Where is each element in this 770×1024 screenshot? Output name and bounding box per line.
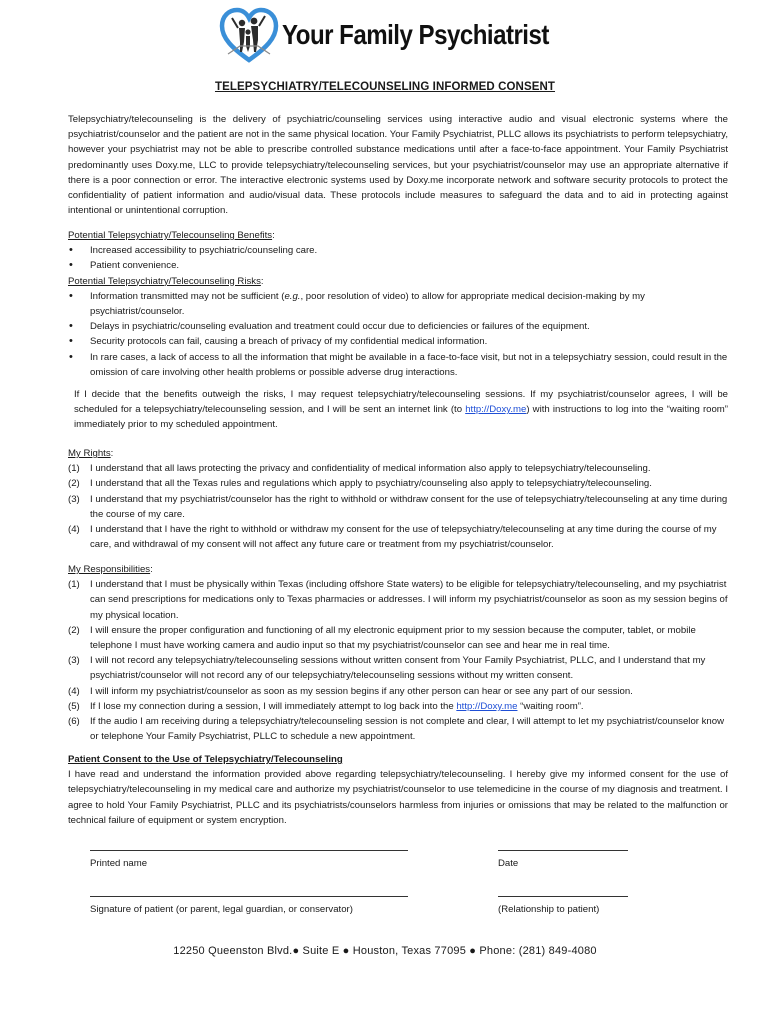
list-item: (4) I understand that I have the right to withhold or withdraw my consent for the use of telepsychiatry/telecounseling at any time during the course of my care, and withdrawal of my consent will not affect any future care or treatment from my psychiatrist/counselor. [68, 524, 717, 551]
list-item: (2) I will ensure the proper configuration and functioning of all my electronic equipment prior to my session because the computer, tablet, or mobile telephone I must have working camera and audio input so that my psychiatrist/counselor can see and hear me in real time. [68, 624, 696, 652]
header-logo [218, 6, 592, 64]
list-item: • Security protocols can fail, causing a breach of privacy of my confidential medical information. [68, 334, 728, 349]
decision-section [74, 387, 728, 433]
brand-name: Your Family Psychiatrist [282, 19, 549, 51]
consent-heading: Patient Consent to the Use of Telepsychiatry/Telecounseling [68, 754, 343, 765]
date-label: Date [498, 858, 519, 869]
list-item: • Patient convenience. [68, 258, 728, 273]
list-item: (1) I understand that I must be physically within Texas (including offshore State waters) to be eligible for telepsychiatry/telecounseling, and my psychiatrist can send prescriptions for medications only to Texas pharmacies or addresses. I will inform my psychiatrist/counselor as soon as my session begins of my physical location. [68, 579, 728, 621]
intro-paragraph: Telepsychiatry/telecounseling is the delivery of psychiatric/counseling services using interactive audio and visual electronic systems where the psychiatrist/counselor and the patient are not in the same physical location. Your Family Psychiatrist, PLLC allows its psychiatrists to perform telepsychiatry, however your psychiatrist may not be able to prescribe controlled substance medications until after a face-to-face appointment. Your Family Psychiatrist predominantly uses Doxy.me, LLC to provide telepsychiatry/telecounseling services, but your psychiatrist/counselor may use an appropriate alternative if there is a poor connection or error. The interactive electronic systems used by Doxy.me incorporate network and software security protocols to protect the confidentiality of patient information and audio/visual data. These protocols include measures to safeguard the data and to aid in protecting against intentional or unintentional corruption. [68, 114, 728, 217]
rights-section: My Rights: (1) I understand that all laws protecting the privacy and confidentiality of medical information also apply to telepsychiatry/telecounseling. (2) I understand that all the Texas rules and regulations which apply to psychiatry/counseling also apply to telepsychiatry/telecounseling. (3) I understand that my psychiatrist/counselor has the right to withhold or withdraw consent for the use of telepsychiatry/telecounseling at any time during the course of my care. (4) I understand that I have the right to withhold or withdraw my consent for the use of telepsychiatry/telecounseling at any time during the course of my care, and withdrawal of my consent will not affect any future care or treatment from my psychiatrist/counselor. [68, 446, 728, 552]
rights-heading: My Rights [68, 448, 111, 459]
intro-section [68, 112, 728, 218]
list-item: (6) If the audio I am receiving during a telepsychiatry/telecounseling session is not complete and clear, I will attempt to let my psychiatrist/counselor know or telephone Your Family Psychiatrist, PLLC to schedule a new appointment. [68, 716, 725, 743]
printed-name-label: Printed name [90, 858, 148, 869]
list-item: (2) I understand that all the Texas rules and regulations which apply to psychiatry/counseling also apply to telepsychiatry/telecounseling. [68, 478, 652, 490]
risks-list [68, 289, 728, 380]
relationship-line[interactable] [498, 896, 628, 897]
consent-section [68, 752, 728, 828]
list-item: • Delays in psychiatric/counseling evaluation and treatment could occur due to deficiencies or failures of the equipment. [68, 319, 728, 334]
doxy-link[interactable]: http://Doxy.me [456, 700, 518, 712]
list-item: (4) I will inform my psychiatrist/counselor as soon as my session begins if any other person can hear or see any part of our session. [68, 685, 633, 697]
list-item: • Information transmitted may not be sufficient (e.g., poor resolution of video) to allow for appropriate medical decision-making by my psychiatrist/counselor. [68, 289, 728, 319]
benefits-section: Potential Telepsychiatry/Telecounseling Benefits: • Increased accessibility to psychiatric/counseling care. • Patient convenience. Potential Telepsychiatry/Telecounseling Risks: • Information transmitted may not be sufficient (e.g., poor resolution of video) to allow for appropriate medical decision-making by my psychiatrist/counselor. • Delays in psychiatric/counseling evaluation and treatment could occur due to deficiencies or failures of the equipment. • Security protocols can fail, causing a breach of privacy of my confidential medical information. • In rare cases, a lack of access to all the information that might be available in a face-to-face visit, but not in a telepsychiatry session, could result in the omission of care involving other health problems or possible adverse drug interactions. [68, 228, 728, 380]
document-title: TELEPSYCHIATRY/TELECOUNSELING INFORMED CONSENT [214, 81, 556, 93]
list-item: (3) I will not record any telepsychiatry/telecounseling sessions without written consent from Your Family Psychiatrist, PLLC, and I understand that my psychiatrist/counselor will not record any of our telepsychiatry/telecounseling sessions without my written consent. [68, 655, 706, 682]
signature-line[interactable] [90, 896, 408, 897]
list-item: (1) I understand that all laws protecting the privacy and confidentiality of medical information also apply to telepsychiatry/telecounseling. [68, 463, 651, 475]
relationship-label: (Relationship to patient) [498, 904, 600, 915]
printed-name-line[interactable] [90, 850, 408, 851]
list-item: (5) If I lose my connection during a session, I will immediately attempt to log back into the http://Doxy.me “waiting room”. [68, 700, 584, 712]
benefits-heading: Potential Telepsychiatry/Telecounseling Benefits [68, 230, 273, 241]
footer-address: 12250 Queenston Blvd.● Suite E ● Houston, Texas 77095 ● Phone: (281) 849-4080 [173, 945, 597, 957]
list-item: • Increased accessibility to psychiatric/counseling care. [68, 243, 728, 258]
consent-paragraph: I have read and understand the information provided above regarding telepsychiatry/telecounseling. I hereby give my informed consent for the use of telepsychiatry/telecounseling in my medical care and authorize my psychiatrist/counselor to use telemedicine in the course of my diagnosis and treatment. I agree to hold Your Family Psychiatrist, PLLC and its psychiatrists/counselors harmless from injuries or omissions that may be related to the malfunction or technical failure of equipment or system encryption. [68, 769, 728, 826]
date-line[interactable] [498, 850, 628, 851]
list-item: • In rare cases, a lack of access to all the information that might be available in a face-to-face visit, but not in a telepsychiatry session, could result in the omission of care involving other health problems or possible adverse drug interactions. [68, 350, 728, 380]
responsibilities-section: My Responsibilities: (1) I understand that I must be physically within Texas (including offshore State waters) to be eligible for telepsychiatry/telecounseling, and my psychiatrist can send prescriptions for medications only to Texas pharmacies or addresses. I will inform my psychiatrist/counselor as soon as my session begins of my physical location. (2) I will ensure the proper configuration and functioning of all my electronic equipment prior to my session because the computer, tablet, or mobile telephone I must have working camera and audio input so that my psychiatrist/counselor can see and hear me in real time. (3) I will not record any telepsychiatry/telecounseling sessions without written consent from Your Family Psychiatrist, PLLC, and I understand that my psychiatrist/counselor will not record any of our telepsychiatry/telecounseling sessions without my written consent. (4) I will inform my psychiatrist/counselor as soon as my session begins if any other person can hear or see any part of our session. (5) If I lose my connection during a session, I will immediately attempt to log back into the http://Doxy.me “waiting room”. (6) If the audio I am receiving during a telepsychiatry/telecounseling session is not complete and clear, I will attempt to let my psychiatrist/counselor know or telephone Your Family Psychiatrist, PLLC to schedule a new appointment. [68, 562, 728, 744]
risks-heading: Potential Telepsychiatry/Telecounseling Risks [68, 275, 261, 287]
doxy-link[interactable]: http://Doxy.me [465, 404, 527, 416]
family-heart-logo-icon [218, 6, 280, 64]
signature-label: Signature of patient (or parent, legal guardian, or conservator) [90, 904, 353, 915]
list-item: (3) I understand that my psychiatrist/counselor has the right to withhold or withdraw consent for the use of telepsychiatry/telecounseling at any time during the course of my care. [68, 493, 728, 520]
responsibilities-heading: My Responsibilities [68, 564, 151, 575]
decision-paragraph: If I decide that the benefits outweigh the risks, I may request telepsychiatry/telecounseling sessions. If my psychiatrist/counselor agrees, I will be scheduled for a telepsychiatry/telecounseling session, and I will be sent an internet link (to http://Doxy.me) with instructions to log into the “waiting room” immediately prior to my scheduled appointment. [74, 389, 728, 431]
